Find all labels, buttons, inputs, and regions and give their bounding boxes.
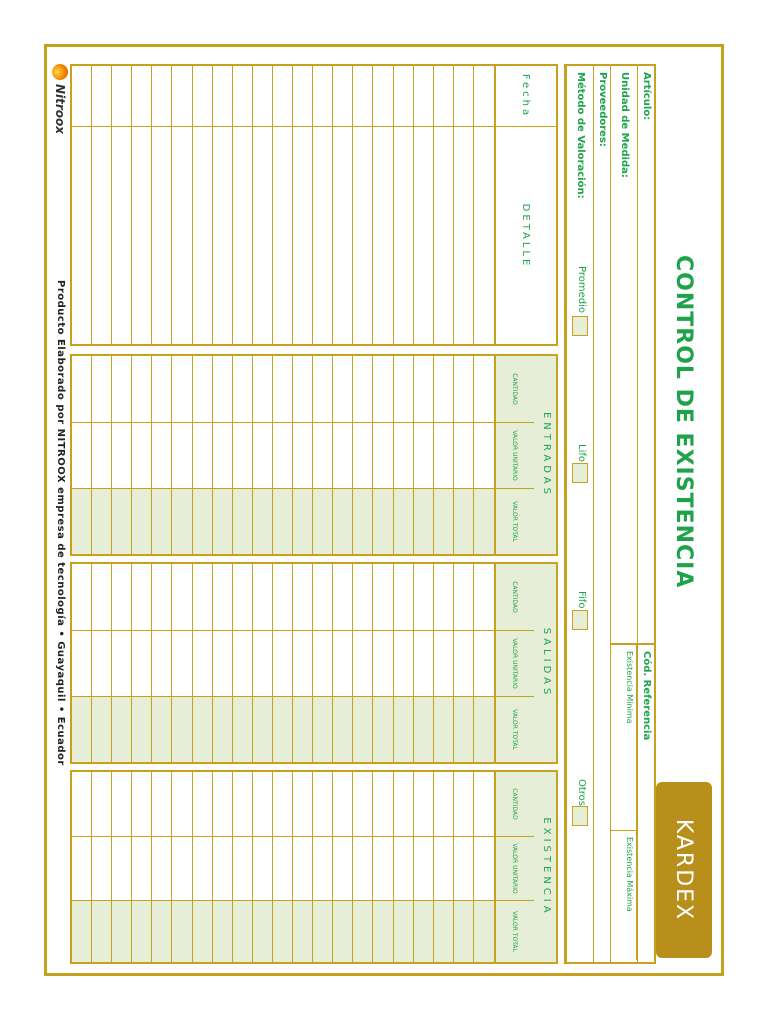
row-line <box>413 356 414 554</box>
entradas-block <box>70 354 558 556</box>
row-line <box>473 772 474 962</box>
row-line <box>272 66 273 344</box>
row-line <box>272 564 273 762</box>
entradas-cantidad-header: CANTIDAD <box>511 373 519 405</box>
row-line <box>413 772 414 962</box>
row-line <box>252 772 253 962</box>
method-promedio-checkbox[interactable] <box>572 316 588 336</box>
footer <box>50 50 68 970</box>
salidas-valor-unitario-header: VALOR UNITARIO <box>496 630 534 696</box>
method-lifo-label: Lifo <box>576 444 587 462</box>
row-line <box>131 772 132 962</box>
entradas-title: ENTRADAS <box>541 411 552 498</box>
row-line <box>413 564 414 762</box>
row-line <box>171 772 172 962</box>
row-line <box>292 356 293 554</box>
row-line <box>372 564 373 762</box>
existencia-maxima-label: Existencia Máxima <box>610 831 637 960</box>
existencia-title: EXISTENCIA <box>541 817 552 917</box>
method-otros-checkbox[interactable] <box>572 806 588 826</box>
method-fifo-label: Fifo <box>576 591 587 609</box>
row-line <box>332 772 333 962</box>
footer-credit: Producto Elaborado por NITROOX empresa de tecnología • Guayaquil • Ecuador <box>55 280 66 766</box>
salidas-valor-total-header: VALOR TOTAL <box>496 696 534 762</box>
row-line <box>352 356 353 554</box>
row-line <box>151 564 152 762</box>
row-line <box>453 772 454 962</box>
row-line <box>151 772 152 962</box>
detalle-column <box>72 126 494 344</box>
salidas-cantidad-header: CANTIDAD <box>511 581 519 613</box>
row-line <box>332 66 333 344</box>
row-line <box>433 356 434 554</box>
row-line <box>312 772 313 962</box>
row-line <box>192 356 193 554</box>
entradas-valor-total-header: VALOR TOTAL <box>496 488 534 554</box>
row-line <box>232 66 233 344</box>
row-line <box>151 66 152 344</box>
row-line <box>151 356 152 554</box>
existencia-valor-unitario-header: VALOR UNITARIO <box>496 836 534 900</box>
row-line <box>372 66 373 344</box>
row-line <box>212 356 213 554</box>
row-line <box>212 66 213 344</box>
row-line <box>453 356 454 554</box>
unidad-label: Unidad de Medida: <box>619 72 630 178</box>
row-line <box>352 564 353 762</box>
row-line <box>192 772 193 962</box>
row-line <box>372 772 373 962</box>
row-line <box>332 564 333 762</box>
row-line <box>212 564 213 762</box>
fecha-detalle-block <box>70 64 558 346</box>
row-line <box>292 564 293 762</box>
row-line <box>292 772 293 962</box>
row-line <box>393 564 394 762</box>
salidas-block <box>70 562 558 764</box>
row-line <box>473 564 474 762</box>
row-line <box>91 356 92 554</box>
salidas-title: SALIDAS <box>541 627 552 699</box>
row-line <box>232 564 233 762</box>
row-line <box>413 66 414 344</box>
row-line <box>131 66 132 344</box>
kardex-badge: KARDEX <box>656 782 712 958</box>
flame-icon <box>52 64 68 80</box>
detalle-header: DETALLE <box>496 126 556 345</box>
articulo-label: Artículo: <box>641 72 652 121</box>
kardex-form <box>44 44 724 976</box>
method-otros-label: Otros <box>576 779 587 807</box>
reference-box <box>610 643 654 962</box>
proveedores-label: Proveedores: <box>597 72 608 147</box>
row-line <box>393 66 394 344</box>
method-promedio-label: Promedio <box>576 266 587 314</box>
method-fifo-checkbox[interactable] <box>572 610 588 630</box>
row-line <box>453 66 454 344</box>
existencia-cantidad-header: CANTIDAD <box>511 788 519 820</box>
row-line <box>111 772 112 962</box>
row-line <box>272 356 273 554</box>
row-line <box>111 66 112 344</box>
entradas-valor-unitario-header: VALOR UNITARIO <box>496 422 534 488</box>
row-line <box>433 564 434 762</box>
row-line <box>131 356 132 554</box>
row-line <box>111 564 112 762</box>
row-line <box>171 356 172 554</box>
info-box <box>564 64 656 964</box>
row-line <box>91 772 92 962</box>
row-line <box>393 772 394 962</box>
row-line <box>433 66 434 344</box>
row-line <box>252 564 253 762</box>
form-title: CONTROL DE EXISTENCIA <box>671 255 696 589</box>
row-line <box>312 66 313 344</box>
row-line <box>272 772 273 962</box>
row-line <box>232 356 233 554</box>
row-line <box>292 66 293 344</box>
row-line <box>312 356 313 554</box>
metodo-label: Método de Valoración: <box>575 72 586 199</box>
row-line <box>232 772 233 962</box>
row-line <box>473 356 474 554</box>
row-line <box>332 356 333 554</box>
row-line <box>192 66 193 344</box>
row-line <box>192 564 193 762</box>
row-line <box>212 772 213 962</box>
row-line <box>91 66 92 344</box>
row-line <box>352 66 353 344</box>
fecha-column <box>72 66 494 126</box>
existencia-minima-label: Existencia Mínima <box>610 645 637 831</box>
cod-ref-label: Cód. Referencia <box>641 651 652 741</box>
row-line <box>453 564 454 762</box>
brand-logo: Nitroox <box>53 84 67 135</box>
row-line <box>312 564 313 762</box>
row-line <box>91 564 92 762</box>
row-line <box>171 66 172 344</box>
row-line <box>111 356 112 554</box>
row-line <box>252 66 253 344</box>
row-line <box>131 564 132 762</box>
row-line <box>393 356 394 554</box>
kardex-table <box>70 64 558 964</box>
method-lifo-checkbox[interactable] <box>572 463 588 483</box>
row-line <box>252 356 253 554</box>
row-line <box>171 564 172 762</box>
row-line <box>352 772 353 962</box>
fecha-header: Fecha <box>520 73 532 119</box>
existencia-valor-total-header: VALOR TOTAL <box>496 900 534 962</box>
row-line <box>473 66 474 344</box>
row-line <box>433 772 434 962</box>
existencia-block <box>70 770 558 964</box>
row-line <box>372 356 373 554</box>
